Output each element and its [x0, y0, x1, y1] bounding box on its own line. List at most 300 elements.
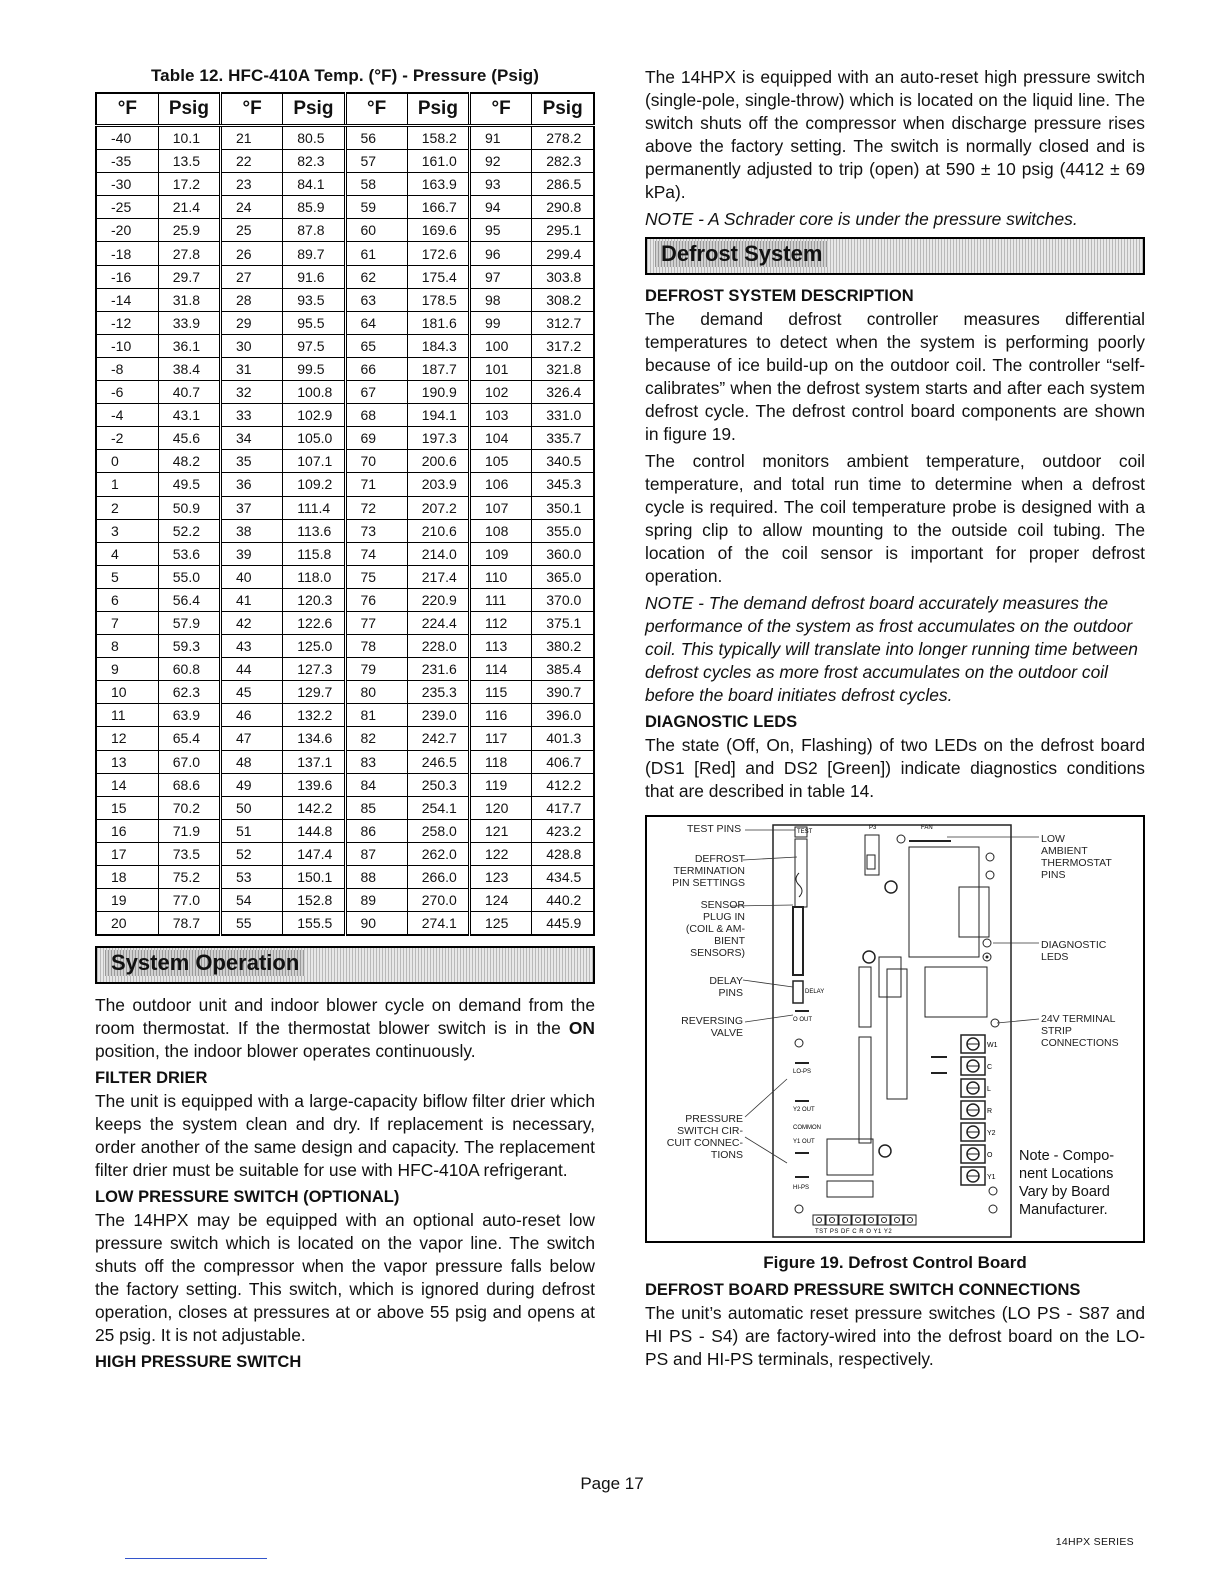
- psig-cell: 144.8: [283, 819, 345, 842]
- table-row: [96, 450, 594, 473]
- psig-cell: 335.7: [532, 427, 594, 450]
- table-body: [96, 126, 594, 936]
- psig-cell: 70.2: [158, 796, 220, 819]
- temp-cell: 120: [470, 796, 532, 819]
- terminal-label: Y1: [987, 1174, 996, 1181]
- table-row: [96, 150, 594, 173]
- temp-cell: 75: [345, 565, 407, 588]
- table-row: [96, 819, 594, 842]
- temp-cell: 44: [221, 658, 283, 681]
- terminal-y1: [961, 1167, 996, 1185]
- psig-cell: 423.2: [532, 819, 594, 842]
- low-pressure-text: The 14HPX may be equipped with an optional auto-reset low pressure switch which is located on the vapor line. The switch shuts off the compressor when the vapor pressure falls below the factory setting. This switch, which is ignored during defrost operation, closes at pressures at or above 55 psig and opens at 25 psig. It is not adjustable.: [95, 1210, 595, 1346]
- psig-cell: 52.2: [158, 519, 220, 542]
- temp-cell: 7: [96, 611, 158, 634]
- temp-cell: 111: [470, 588, 532, 611]
- psig-cell: 142.2: [283, 796, 345, 819]
- schrader-note: NOTE - A Schrader core is under the pressure switches.: [645, 209, 1078, 229]
- temp-cell: 62: [345, 265, 407, 288]
- svg-text:DELAY: DELAY: [805, 989, 825, 995]
- psig-cell: 312.7: [532, 311, 594, 334]
- table-row: [96, 311, 594, 334]
- defrost-term-pins: [795, 839, 807, 907]
- temp-cell: 34: [221, 427, 283, 450]
- psig-cell: 326.4: [532, 381, 594, 404]
- psig-cell: 55.0: [158, 565, 220, 588]
- temp-cell: 45: [221, 681, 283, 704]
- table-row: [96, 842, 594, 865]
- table-row: [96, 219, 594, 242]
- psig-cell: 224.4: [407, 611, 469, 634]
- temp-cell: 74: [345, 542, 407, 565]
- terminal-label: O: [987, 1152, 993, 1159]
- temp-cell: 81: [345, 704, 407, 727]
- psig-cell: 417.7: [532, 796, 594, 819]
- psig-cell: 107.1: [283, 450, 345, 473]
- temp-cell: 40: [221, 565, 283, 588]
- table-row: [96, 173, 594, 196]
- psig-cell: 134.6: [283, 727, 345, 750]
- psig-cell: 197.3: [407, 427, 469, 450]
- psig-cell: 150.1: [283, 866, 345, 889]
- temp-cell: 100: [470, 334, 532, 357]
- label-pressure-switch: PRESSURE SWITCH CIR- CUIT CONNEC- TIONS: [666, 1113, 743, 1161]
- terminal-strip: [961, 1035, 998, 1185]
- psig-cell: 270.0: [407, 889, 469, 912]
- temp-cell: 65: [345, 334, 407, 357]
- temp-cell: 112: [470, 611, 532, 634]
- bottom-pin: [904, 1215, 916, 1225]
- psig-cell: 239.0: [407, 704, 469, 727]
- terminal-label: Y2: [987, 1130, 996, 1137]
- temp-cell: 4: [96, 542, 158, 565]
- header-temp: °F: [221, 93, 283, 126]
- temp-cell: 14: [96, 773, 158, 796]
- label-low-ambient: LOW AMBIENT THERMOSTAT PINS: [1041, 833, 1112, 881]
- table-row: [96, 357, 594, 380]
- temp-cell: 67: [345, 381, 407, 404]
- temp-cell: 58: [345, 173, 407, 196]
- label-24v-terminal: 24V TERMINAL STRIP CONNECTIONS: [1041, 1013, 1119, 1049]
- footer-rule: [125, 1558, 267, 1559]
- temp-cell: -25: [96, 196, 158, 219]
- table-row: [96, 519, 594, 542]
- psig-cell: 169.6: [407, 219, 469, 242]
- figure-caption: Figure 19. Defrost Control Board: [763, 1253, 1027, 1272]
- psig-cell: 235.3: [407, 681, 469, 704]
- temp-cell: 11: [96, 704, 158, 727]
- system-operation-text: The outdoor unit and indoor blower cycle on demand from the room thermostat. If the thermostat blower switch is in the ON position, the indoor blower operates continuously.: [95, 995, 595, 1062]
- temp-cell: 104: [470, 427, 532, 450]
- label-reversing-valve: REVERSING VALVE: [681, 1015, 743, 1039]
- temp-cell: 119: [470, 773, 532, 796]
- terminal-y2: [961, 1123, 996, 1141]
- psig-cell: 75.2: [158, 866, 220, 889]
- pressure-table: [95, 92, 595, 936]
- temp-cell: 115: [470, 681, 532, 704]
- bottom-pin: [839, 1215, 851, 1225]
- temp-cell: 109: [470, 542, 532, 565]
- table-row: [96, 611, 594, 634]
- temp-cell: 33: [221, 404, 283, 427]
- temp-cell: -40: [96, 126, 158, 150]
- temp-cell: 79: [345, 658, 407, 681]
- temp-cell: 94: [470, 196, 532, 219]
- psig-cell: 127.3: [283, 658, 345, 681]
- psig-cell: 100.8: [283, 381, 345, 404]
- temp-cell: 2: [96, 496, 158, 519]
- psig-cell: 158.2: [407, 126, 469, 150]
- psig-cell: 290.8: [532, 196, 594, 219]
- psig-cell: 345.3: [532, 473, 594, 496]
- temp-cell: 53: [221, 866, 283, 889]
- temp-cell: 70: [345, 450, 407, 473]
- temp-cell: 28: [221, 288, 283, 311]
- psig-cell: 91.6: [283, 265, 345, 288]
- psig-cell: 56.4: [158, 588, 220, 611]
- temp-cell: 13: [96, 750, 158, 773]
- temp-cell: 35: [221, 450, 283, 473]
- series-label: 14HPX SERIES: [1055, 1536, 1134, 1548]
- psig-cell: 317.2: [532, 334, 594, 357]
- temp-cell: 113: [470, 635, 532, 658]
- psig-cell: 254.1: [407, 796, 469, 819]
- temp-cell: 17: [96, 842, 158, 865]
- temp-cell: 89: [345, 889, 407, 912]
- psig-cell: 118.0: [283, 565, 345, 588]
- psig-cell: 214.0: [407, 542, 469, 565]
- psig-cell: 40.7: [158, 381, 220, 404]
- temp-cell: 57: [345, 150, 407, 173]
- bottom-pin: [852, 1215, 864, 1225]
- temp-cell: 72: [345, 496, 407, 519]
- psig-cell: 84.1: [283, 173, 345, 196]
- psig-cell: 231.6: [407, 658, 469, 681]
- right-column: [645, 66, 1145, 1375]
- temp-cell: 25: [221, 219, 283, 242]
- psig-cell: 95.5: [283, 311, 345, 334]
- table-row: [96, 265, 594, 288]
- temp-cell: 9: [96, 658, 158, 681]
- psig-cell: 396.0: [532, 704, 594, 727]
- terminal-label: R: [987, 1108, 993, 1115]
- temp-cell: 108: [470, 519, 532, 542]
- psig-cell: 380.2: [532, 635, 594, 658]
- temp-cell: 114: [470, 658, 532, 681]
- filter-drier-text: The unit is equipped with a large-capacity biflow filter drier which keeps the system clean and dry. If replacement is necessary, order another of the same design and capacity. The replacement filter drier must be suitable for use with HFC-410A refrigerant.: [95, 1091, 595, 1181]
- high-pressure-text: The 14HPX is equipped with an auto-reset high pressure switch (single-pole, single-throw) which is located on the liquid line. The switch shuts off the compressor when discharge pressure rises above the factory setting. The switch is normally closed and is permanently adjusted to trip (open) at 590 ± 10 psig (4412 ± 69 kPa).: [645, 67, 1145, 202]
- psig-cell: 308.2: [532, 288, 594, 311]
- psig-cell: 125.0: [283, 635, 345, 658]
- temp-cell: 101: [470, 357, 532, 380]
- psig-cell: 266.0: [407, 866, 469, 889]
- psig-cell: 365.0: [532, 565, 594, 588]
- temp-cell: 24: [221, 196, 283, 219]
- temp-cell: 39: [221, 542, 283, 565]
- psig-cell: 350.1: [532, 496, 594, 519]
- psig-cell: 217.4: [407, 565, 469, 588]
- terminal-r: [961, 1101, 992, 1119]
- psig-cell: 172.6: [407, 242, 469, 265]
- bottom-pin: [865, 1215, 877, 1225]
- psig-cell: 89.7: [283, 242, 345, 265]
- temp-cell: 19: [96, 889, 158, 912]
- temp-cell: 22: [221, 150, 283, 173]
- board-connections-heading: DEFROST BOARD PRESSURE SWITCH CONNECTIONS: [645, 1281, 1081, 1299]
- psig-cell: 27.8: [158, 242, 220, 265]
- temp-cell: 50: [221, 796, 283, 819]
- temp-cell: 1: [96, 473, 158, 496]
- temp-cell: 36: [221, 473, 283, 496]
- temp-cell: 124: [470, 889, 532, 912]
- temp-cell: 41: [221, 588, 283, 611]
- header-psig: Psig: [158, 93, 220, 126]
- psig-cell: 295.1: [532, 219, 594, 242]
- ds1-led: [983, 939, 991, 947]
- psig-cell: 390.7: [532, 681, 594, 704]
- table-row: [96, 912, 594, 936]
- temp-cell: 105: [470, 450, 532, 473]
- psig-cell: 57.9: [158, 611, 220, 634]
- table-row: [96, 334, 594, 357]
- temp-cell: 38: [221, 519, 283, 542]
- hole: [897, 835, 905, 843]
- header-psig: Psig: [532, 93, 594, 126]
- psig-cell: 370.0: [532, 588, 594, 611]
- psig-cell: 122.6: [283, 611, 345, 634]
- svg-text:TEST: TEST: [797, 829, 813, 835]
- terminal-label: C: [987, 1064, 993, 1071]
- psig-cell: 445.9: [532, 912, 594, 936]
- psig-cell: 331.0: [532, 404, 594, 427]
- psig-cell: 105.0: [283, 427, 345, 450]
- psig-cell: 97.5: [283, 334, 345, 357]
- defrost-board-figure: [645, 815, 1145, 1243]
- psig-cell: 129.7: [283, 681, 345, 704]
- psig-cell: 274.1: [407, 912, 469, 936]
- on-keyword: ON: [568, 1018, 595, 1039]
- temp-cell: 5: [96, 565, 158, 588]
- psig-cell: 73.5: [158, 842, 220, 865]
- temp-cell: 66: [345, 357, 407, 380]
- psig-cell: 63.9: [158, 704, 220, 727]
- psig-cell: 65.4: [158, 727, 220, 750]
- psig-cell: 53.6: [158, 542, 220, 565]
- temp-cell: 59: [345, 196, 407, 219]
- psig-cell: 187.7: [407, 357, 469, 380]
- temp-cell: 43: [221, 635, 283, 658]
- temp-cell: -14: [96, 288, 158, 311]
- psig-cell: 178.5: [407, 288, 469, 311]
- header-psig: Psig: [283, 93, 345, 126]
- psig-cell: 80.5: [283, 126, 345, 150]
- temp-cell: -20: [96, 219, 158, 242]
- psig-cell: 67.0: [158, 750, 220, 773]
- table-row: [96, 866, 594, 889]
- psig-cell: 62.3: [158, 681, 220, 704]
- psig-cell: 137.1: [283, 750, 345, 773]
- table-row: [96, 404, 594, 427]
- temp-cell: 95: [470, 219, 532, 242]
- header-temp: °F: [470, 93, 532, 126]
- system-operation-heading: System Operation: [105, 950, 305, 976]
- psig-cell: 163.9: [407, 173, 469, 196]
- psig-cell: 175.4: [407, 265, 469, 288]
- psig-cell: 50.9: [158, 496, 220, 519]
- temp-cell: 82: [345, 727, 407, 750]
- table-row: [96, 658, 594, 681]
- bottom-pin: [813, 1215, 825, 1225]
- psig-cell: 299.4: [532, 242, 594, 265]
- psig-cell: 207.2: [407, 496, 469, 519]
- temp-cell: -35: [96, 150, 158, 173]
- psig-cell: 401.3: [532, 727, 594, 750]
- psig-cell: 77.0: [158, 889, 220, 912]
- svg-text:HI-PS: HI-PS: [793, 1185, 810, 1191]
- temp-cell: 99: [470, 311, 532, 334]
- temp-cell: 93: [470, 173, 532, 196]
- temp-cell: 46: [221, 704, 283, 727]
- bottom-pin: [826, 1215, 838, 1225]
- psig-cell: 115.8: [283, 542, 345, 565]
- temp-cell: 78: [345, 635, 407, 658]
- table-row: [96, 635, 594, 658]
- psig-cell: 113.6: [283, 519, 345, 542]
- diagnostic-leds-heading: DIAGNOSTIC LEDS: [645, 713, 798, 731]
- psig-cell: 181.6: [407, 311, 469, 334]
- system-operation-banner: [95, 946, 595, 984]
- terminal-c: [961, 1057, 992, 1075]
- svg-text:P3: P3: [869, 825, 877, 831]
- psig-cell: 282.3: [532, 150, 594, 173]
- temp-cell: 117: [470, 727, 532, 750]
- temp-cell: 83: [345, 750, 407, 773]
- psig-cell: 184.3: [407, 334, 469, 357]
- temp-cell: 6: [96, 588, 158, 611]
- psig-cell: 286.5: [532, 173, 594, 196]
- psig-cell: 132.2: [283, 704, 345, 727]
- header-temp: °F: [96, 93, 158, 126]
- high-pressure-heading: HIGH PRESSURE SWITCH: [95, 1353, 302, 1372]
- psig-cell: 210.6: [407, 519, 469, 542]
- temp-cell: 48: [221, 750, 283, 773]
- svg-text:Y1 OUT: Y1 OUT: [793, 1139, 815, 1145]
- temp-cell: 91: [470, 126, 532, 150]
- temp-cell: 68: [345, 404, 407, 427]
- svg-text:FAN: FAN: [921, 825, 933, 831]
- hole: [986, 853, 994, 861]
- temp-cell: 121: [470, 819, 532, 842]
- temp-cell: 110: [470, 565, 532, 588]
- label-sensor: SENSOR PLUG IN (COIL & AM- BIENT SENSORS): [685, 899, 745, 959]
- temp-cell: 20: [96, 912, 158, 936]
- temp-cell: 12: [96, 727, 158, 750]
- psig-cell: 93.5: [283, 288, 345, 311]
- psig-cell: 242.7: [407, 727, 469, 750]
- delay-pins: [793, 981, 803, 1003]
- svg-text:TST PS DF C R O Y1 Y2: TST PS DF C R O Y1 Y2: [815, 1229, 893, 1235]
- temp-cell: 49: [221, 773, 283, 796]
- temp-cell: 30: [221, 334, 283, 357]
- relay-block: [909, 847, 979, 957]
- temp-cell: 125: [470, 912, 532, 936]
- temp-cell: 73: [345, 519, 407, 542]
- table-row: [96, 542, 594, 565]
- temp-cell: 80: [345, 681, 407, 704]
- table-row: [96, 588, 594, 611]
- temp-cell: 87: [345, 842, 407, 865]
- temp-cell: 51: [221, 819, 283, 842]
- psig-cell: 13.5: [158, 150, 220, 173]
- temp-cell: 8: [96, 635, 158, 658]
- defrost-system-banner: [645, 237, 1145, 275]
- filter-drier-heading: FILTER DRIER: [95, 1069, 208, 1088]
- temp-cell: 122: [470, 842, 532, 865]
- psig-cell: 10.1: [158, 126, 220, 150]
- demand-defrost-note: NOTE - The demand defrost board accurately measures the performance of the system as frost accumulates on the outdoor coil. This typically will translate into longer running time between defrost cycles as more frost accumulates on the outdoor coil before the board initiates defrost cycles.: [645, 593, 1138, 705]
- label-delay-pins: DELAY PINS: [709, 975, 743, 999]
- temp-cell: 26: [221, 242, 283, 265]
- control-monitors-text: The control monitors ambient temperature, outdoor coil temperature, and total run time to determine when a defrost cycle is required. The coil temperature probe is designed with a spring clip to allow mounting to the outside coil tubing. The location of the coil sensor is important for proper defrost operation.: [645, 451, 1145, 586]
- temp-cell: 42: [221, 611, 283, 634]
- psig-cell: 45.6: [158, 427, 220, 450]
- temp-cell: 123: [470, 866, 532, 889]
- temp-cell: 64: [345, 311, 407, 334]
- diagnostic-leds-text: The state (Off, On, Flashing) of two LEDs on the defrost board (DS1 [Red] and DS2 [Green]) indicate diagnostics conditions that are described in table 14.: [645, 735, 1145, 801]
- svg-text:Y2 OUT: Y2 OUT: [793, 1107, 815, 1113]
- hole: [863, 951, 875, 963]
- svg-text:LO-PS: LO-PS: [793, 1069, 812, 1075]
- temp-cell: 92: [470, 150, 532, 173]
- bottom-pin: [878, 1215, 890, 1225]
- temp-cell: 32: [221, 381, 283, 404]
- psig-cell: 440.2: [532, 889, 594, 912]
- temp-cell: -16: [96, 265, 158, 288]
- table-row: [96, 242, 594, 265]
- psig-cell: 321.8: [532, 357, 594, 380]
- temp-cell: 106: [470, 473, 532, 496]
- psig-cell: 38.4: [158, 357, 220, 380]
- table-row: [96, 473, 594, 496]
- psig-cell: 102.9: [283, 404, 345, 427]
- psig-cell: 190.9: [407, 381, 469, 404]
- temp-cell: -4: [96, 404, 158, 427]
- psig-cell: 250.3: [407, 773, 469, 796]
- temp-cell: 23: [221, 173, 283, 196]
- psig-cell: 203.9: [407, 473, 469, 496]
- header-psig: Psig: [407, 93, 469, 126]
- table-row: [96, 796, 594, 819]
- table-row: [96, 727, 594, 750]
- table-row: [96, 565, 594, 588]
- psig-cell: 25.9: [158, 219, 220, 242]
- psig-cell: 152.8: [283, 889, 345, 912]
- label-defrost-term: DEFROST TERMINATION PIN SETTINGS: [672, 853, 745, 889]
- temp-cell: 118: [470, 750, 532, 773]
- psig-cell: 262.0: [407, 842, 469, 865]
- psig-cell: 355.0: [532, 519, 594, 542]
- temp-cell: -8: [96, 357, 158, 380]
- psig-cell: 49.5: [158, 473, 220, 496]
- psig-cell: 412.2: [532, 773, 594, 796]
- label-diagnostic-leds: DIAGNOSTIC LEDS: [1041, 939, 1107, 963]
- psig-cell: 228.0: [407, 635, 469, 658]
- temp-cell: 77: [345, 611, 407, 634]
- table-row: [96, 681, 594, 704]
- table-row: [96, 427, 594, 450]
- temp-cell: 63: [345, 288, 407, 311]
- psig-cell: 147.4: [283, 842, 345, 865]
